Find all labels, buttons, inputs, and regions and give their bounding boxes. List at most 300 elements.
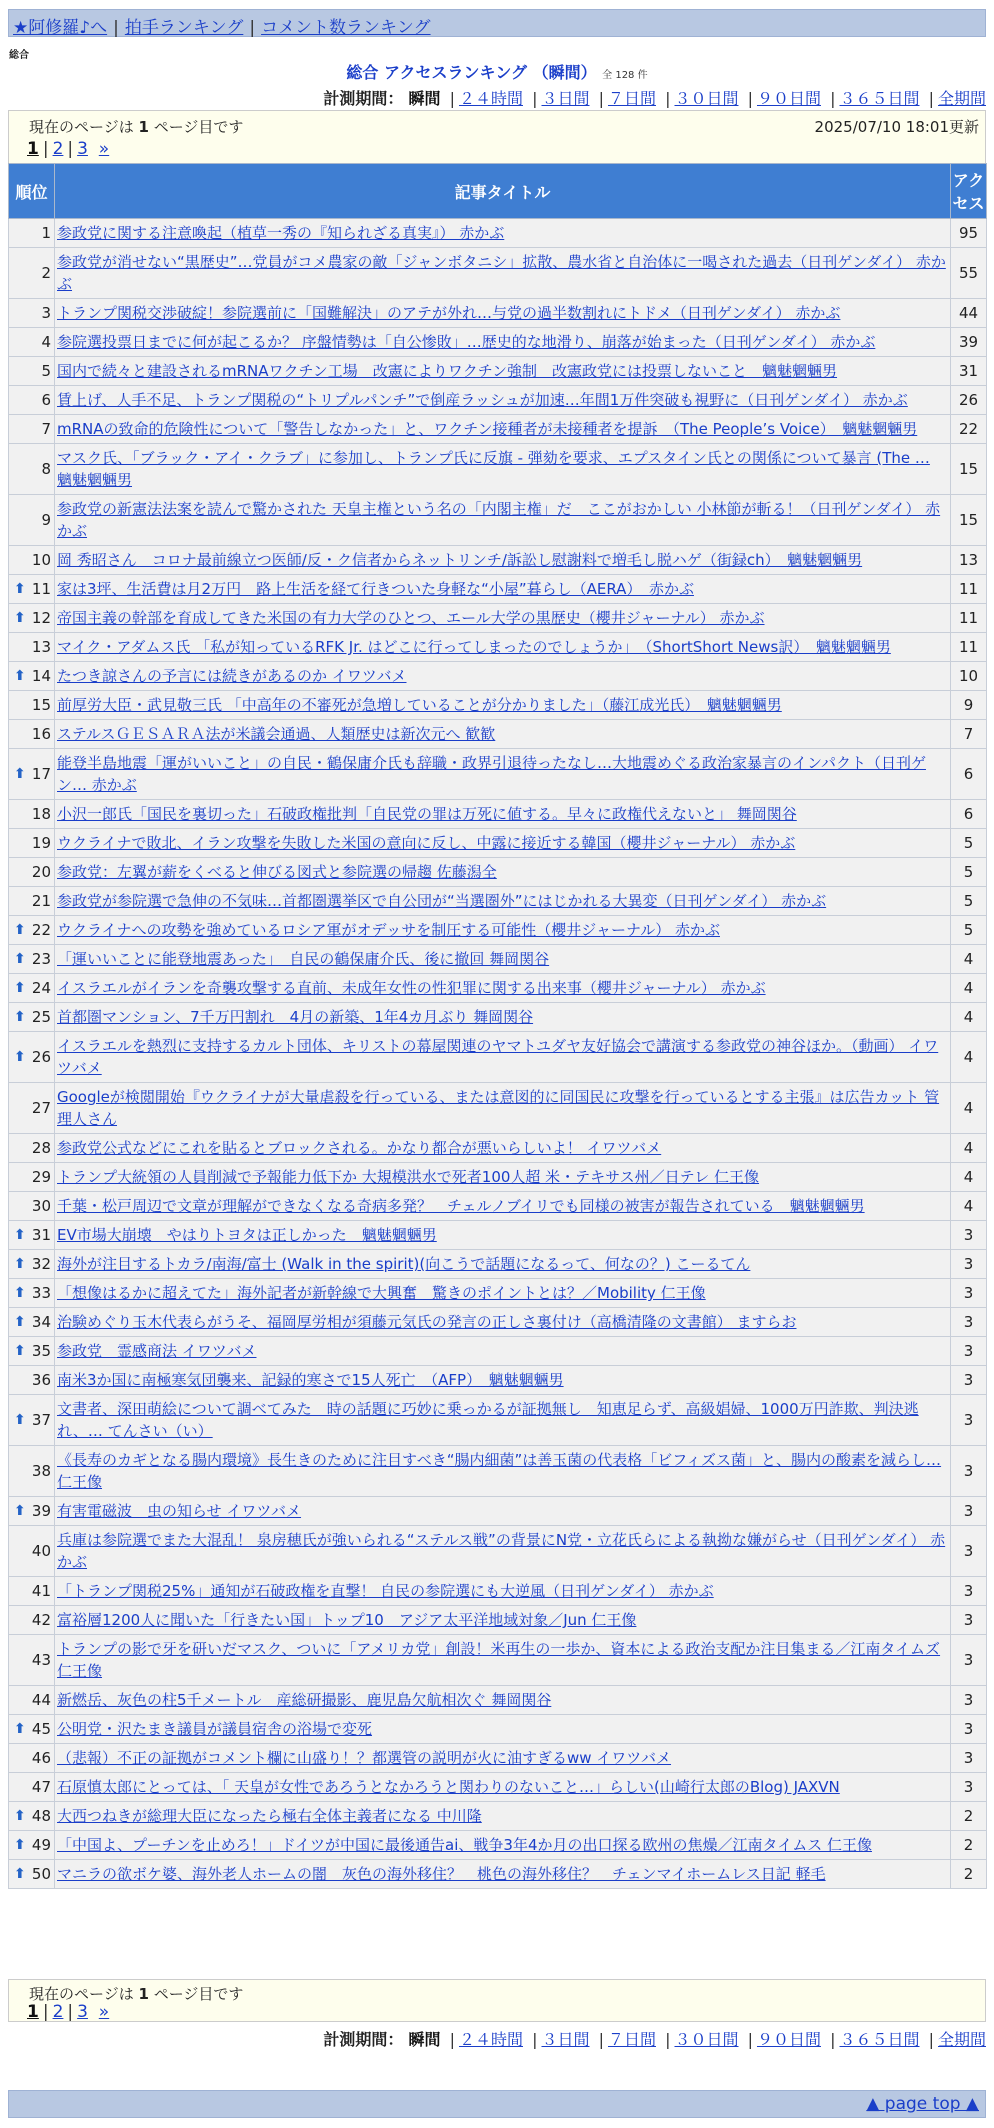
article-link[interactable]: 治験めぐり玉木代表らがうそ、福岡厚労相が須藤元気氏の発言の正しさ裏付け（高橋清隆の文書館） ますらお	[57, 1313, 797, 1331]
rank-up-arrow-icon: ⬆	[14, 1227, 26, 1243]
title-cell	[55, 1003, 951, 1032]
article-link[interactable]: 参政党 霊感商法 イワツバメ	[57, 1342, 257, 1360]
rank-cell	[9, 720, 55, 749]
rank-cell	[9, 1715, 55, 1744]
rank-cell	[9, 1744, 55, 1773]
pager-page-2[interactable]: 2	[52, 139, 64, 159]
article-link[interactable]: 南米3か国に南極寒気団襲来、記録的寒さで15人死亡 （AFP） 魑魅魍魎男	[57, 1371, 564, 1389]
access-count: 3	[951, 1308, 987, 1337]
title-cell	[55, 1860, 951, 1889]
access-count: 3	[951, 1686, 987, 1715]
period-all-link[interactable]: 全期間	[937, 89, 986, 108]
period-selector: 計測期間： 瞬間 | ２４時間 | ３日間 | ７日間 | ３０日間 | ９０日間 | ３６５日間 | 全期間	[323, 89, 986, 108]
pager-current: 1	[27, 139, 39, 159]
title-cell	[55, 1032, 951, 1083]
title-cell	[55, 1250, 951, 1279]
rank-cell	[9, 1606, 55, 1635]
title-cell	[55, 1308, 951, 1337]
table-row	[9, 749, 987, 800]
title-cell	[55, 1526, 951, 1577]
rank-number: 36	[31, 1371, 51, 1389]
article-link[interactable]: mRNAの致命的危険性について「警告しなかった」と、ワクチン接種者が未接種者を提訴 （The People’s Voice） 魑魅魍魎男	[57, 420, 918, 438]
table-row	[9, 1773, 987, 1802]
access-count: 4	[951, 1032, 987, 1083]
title-cell	[55, 1635, 951, 1686]
rank-cell	[9, 386, 55, 415]
title-cell	[55, 575, 951, 604]
rank-cell	[9, 1032, 55, 1083]
period-3d-link[interactable]: ３日間	[541, 89, 590, 108]
rank-number: 7	[41, 420, 51, 438]
access-count: 22	[951, 415, 987, 444]
table-row	[9, 1308, 987, 1337]
page-info-box-bottom	[8, 1979, 986, 2022]
rank-number: 1	[41, 224, 51, 242]
rank-up-arrow-icon: ⬆	[14, 1314, 26, 1330]
table-row	[9, 720, 987, 749]
access-count: 2	[951, 1802, 987, 1831]
article-link[interactable]: 賃上げ、人手不足、トランプ関税の“トリプルパンチ”で倒産ラッシュが加速…年間1万件突破も視野に（日刊ゲンダイ） 赤かぶ	[57, 391, 908, 409]
period-current: 瞬間	[408, 2030, 441, 2049]
rank-number: 21	[31, 892, 51, 910]
table-row	[9, 1366, 987, 1395]
pager-page-2[interactable]: 2	[52, 2002, 64, 2022]
rank-number: 19	[31, 834, 51, 852]
access-count: 44	[951, 299, 987, 328]
title-cell	[55, 1163, 951, 1192]
rank-up-arrow-icon: ⬆	[14, 951, 26, 967]
table-row	[9, 633, 987, 662]
rank-number: 37	[31, 1411, 51, 1429]
rank-number: 27	[31, 1099, 51, 1117]
article-link[interactable]: 能登半島地震「運がいいこと」の自民・鶴保庸介氏も辞職・政界引退待ったなし…大地震めぐる政治家暴言のインパクト（日刊ゲン… 赤かぶ	[57, 754, 926, 794]
rank-cell	[9, 887, 55, 916]
table-row	[9, 357, 987, 386]
article-link[interactable]: マスク氏、「ブラック・アイ・クラブ」に参加し、トランプ氏に反旗 - 弾劾を要求、エプスタイン氏との関係について暴言 (The … 魑魅魍魎男	[57, 449, 930, 489]
article-link[interactable]: EV市場大崩壊 やはりトヨタは正しかった 魑魅魍魎男	[57, 1226, 437, 1244]
rank-up-arrow-icon: ⬆	[14, 922, 26, 938]
article-link[interactable]: 参政党：左翼が薪をくべると伸びる図式と参院選の帰趨 佐藤潟全	[57, 863, 497, 881]
title-cell	[55, 829, 951, 858]
article-link[interactable]: 《長寿のカギとなる腸内環境》長生きのために注目すべき“腸内細菌”は善玉菌の代表格「ビフィズス菌」と、腸内の酸素を減らし… 仁王像	[57, 1451, 942, 1491]
rank-up-arrow-icon: ⬆	[14, 1866, 26, 1882]
rank-cell	[9, 1279, 55, 1308]
rank-up-arrow-icon: ⬆	[14, 1808, 26, 1824]
rank-cell	[9, 1134, 55, 1163]
table-row	[9, 1860, 987, 1889]
article-link[interactable]: 有害電磁波 虫の知らせ イワツバメ	[57, 1502, 302, 1520]
title-cell	[55, 415, 951, 444]
rank-up-arrow-icon: ⬆	[14, 1343, 26, 1359]
access-count: 3	[951, 1577, 987, 1606]
article-link[interactable]: 大西つねきが総理大臣になったら極右全体主義者になる 中川隆	[57, 1807, 482, 1825]
pager-next[interactable]: »	[98, 139, 110, 159]
access-count: 3	[951, 1497, 987, 1526]
article-link[interactable]: イスラエルを熱烈に支持するカルト団体、キリストの幕屋関連のヤマトユダヤ友好協会で講演する参政党の神谷ほか。（動画） イワツバメ	[57, 1037, 939, 1077]
title-cell	[55, 248, 951, 299]
article-link[interactable]: 国内で続々と建設されるmRNAワクチン工場 改憲によりワクチン強制 改憲政党には投票しないこと 魑魅魍魎男	[57, 362, 838, 380]
rank-cell	[9, 749, 55, 800]
current-page-text: 現在のページは 1 ページ目です	[29, 1985, 244, 2003]
period-all-link[interactable]: 全期間	[937, 2030, 986, 2049]
table-row	[9, 1250, 987, 1279]
title-cell	[55, 1395, 951, 1446]
article-link[interactable]: マニラの欲ボケ婆、海外老人ホームの闇 灰色の海外移住？ 桃色の海外移住？ チェンマイホームレス日記 軽毛	[57, 1865, 826, 1883]
article-link[interactable]: たつき諒さんの予言には続きがあるのか イワツバメ	[57, 667, 407, 685]
table-row	[9, 546, 987, 575]
rank-number: 39	[31, 1502, 51, 1520]
period-selector-bottom: 計測期間： 瞬間 | ２４時間 | ３日間 | ７日間 | ３０日間 | ９０日間 | ３６５日間 | 全期間	[323, 2030, 986, 2049]
title-cell	[55, 299, 951, 328]
title-cell	[55, 1083, 951, 1134]
title-cell	[55, 328, 951, 357]
table-row	[9, 945, 987, 974]
rank-number: 9	[41, 511, 51, 529]
rank-cell	[9, 1860, 55, 1889]
rank-header: 順位	[9, 164, 55, 219]
article-link[interactable]: 文書者、深田萌絵について調べてみた 時の話題に巧妙に乗っかるが証拠無し 知恵足らず、高級娼婦、1000万円詐欺、判決逃れ、… てんさい（い）	[57, 1400, 919, 1440]
table-row	[9, 1083, 987, 1134]
title-cell	[55, 858, 951, 887]
title-cell	[55, 1715, 951, 1744]
article-link[interactable]: 「トランプ関税25%」通知が石破政権を直撃！ 自民の参院選にも大逆風（日刊ゲンダイ） 赤かぶ	[57, 1582, 714, 1600]
period-current: 瞬間	[408, 89, 441, 108]
rank-number: 29	[31, 1168, 51, 1186]
table-row	[9, 691, 987, 720]
section-tag: 総合	[9, 50, 29, 61]
rank-number: 12	[31, 609, 51, 627]
title-cell	[55, 1577, 951, 1606]
rank-number: 34	[31, 1313, 51, 1331]
title-cell	[55, 219, 951, 248]
article-link[interactable]: 新燃岳、灰色の柱5千メートル 産総研撮影、鹿児島欠航相次ぐ 舞岡関谷	[57, 1691, 552, 1709]
article-link[interactable]: 海外が注目するトカラ/南海/富士 (Walk in the spirit)(向こうで話題になるって、何なの？) こーるてん	[57, 1255, 751, 1273]
article-link[interactable]: 岡 秀昭さん コロナ最前線立つ医師/反・ク信者からネットリンチ/訴訟し慰謝料で増毛し脱ハゲ（街録ch） 魑魅魍魎男	[57, 551, 863, 569]
table-row	[9, 1831, 987, 1860]
rank-number: 49	[31, 1836, 51, 1854]
period-24h-link[interactable]: ２４時間	[458, 89, 523, 108]
article-link[interactable]: 富裕層1200人に聞いた「行きたい国」トップ10 アジア太平洋地域対象／Jun 仁王像	[57, 1611, 637, 1629]
article-link[interactable]: Googleが検閲開始『ウクライナが大量虐殺を行っている、または意図的に同国民に攻撃を行っているとする主張』は広告カット 管理人さん	[57, 1088, 940, 1128]
rank-number: 33	[31, 1284, 51, 1302]
title-cell	[55, 1802, 951, 1831]
rank-number: 42	[31, 1611, 51, 1629]
rank-cell	[9, 1337, 55, 1366]
table-row	[9, 1526, 987, 1577]
rank-number: 5	[41, 362, 51, 380]
rank-up-arrow-icon: ⬆	[14, 1412, 26, 1428]
pager: 1 | 2 | 3 »	[27, 139, 110, 159]
rank-number: 16	[31, 725, 51, 743]
table-row	[9, 1802, 987, 1831]
article-link[interactable]: 小沢一郎氏「国民を裏切った」石破政権批判「自民党の罪は万死に値する。早々に政権代えないと」 舞岡関谷	[57, 805, 797, 823]
pager-bottom: 1 | 2 | 3 »	[27, 2002, 110, 2022]
rank-cell	[9, 1366, 55, 1395]
table-row	[9, 800, 987, 829]
title-cell	[55, 800, 951, 829]
table-row	[9, 328, 987, 357]
pager-page-3[interactable]: 3	[77, 139, 88, 159]
table-row	[9, 916, 987, 945]
rank-cell	[9, 974, 55, 1003]
access-count: 4	[951, 1192, 987, 1221]
article-link[interactable]: 公明党・沢たまき議員が議員宿舎の浴場で変死	[57, 1720, 373, 1738]
access-count: 15	[951, 444, 987, 495]
rank-number: 45	[31, 1720, 51, 1738]
table-row	[9, 604, 987, 633]
rank-cell	[9, 1635, 55, 1686]
access-count: 4	[951, 945, 987, 974]
rank-number: 32	[31, 1255, 51, 1273]
article-link[interactable]: 前厚労大臣・武見敬三氏 「中高年の不審死が急増していることが分かりました」（藤江成光氏） 魑魅魍魎男	[57, 696, 782, 714]
article-link[interactable]: トランプ大統領の人員削減で予報能力低下か 大規模洪水で死者100人超 米・テキサス州／日テレ 仁王像	[57, 1168, 760, 1186]
rank-cell	[9, 495, 55, 546]
comment-ranking-link[interactable]: コメント数ランキング	[261, 18, 431, 38]
rank-cell	[9, 662, 55, 691]
title-cell	[55, 633, 951, 662]
access-count: 5	[951, 916, 987, 945]
rank-number: 6	[41, 391, 51, 409]
title-cell	[55, 749, 951, 800]
article-link[interactable]: 千葉・松戸周辺で文章が理解ができなくなる奇病多発？ チェルノブイリでも同様の被害が報告されている 魑魅魍魎男	[57, 1197, 865, 1215]
rank-cell	[9, 299, 55, 328]
rank-number: 23	[31, 950, 51, 968]
period-90d-link[interactable]: ９０日間	[756, 89, 821, 108]
title-cell	[55, 1606, 951, 1635]
access-count: 3	[951, 1526, 987, 1577]
title-cell	[55, 546, 951, 575]
rank-cell	[9, 1526, 55, 1577]
rank-cell	[9, 444, 55, 495]
rank-cell	[9, 1577, 55, 1606]
rank-cell	[9, 248, 55, 299]
period-365d-link[interactable]: ３６５日間	[839, 2030, 920, 2049]
access-count: 3	[951, 1773, 987, 1802]
article-link[interactable]: 参政党が消せない“黒歴史”…党員がコメ農家の敵「ジャンボタニシ」拡散、農水省と自治体に一喝された過去（日刊ゲンダイ） 赤かぶ	[57, 253, 946, 293]
article-link[interactable]: 参政党が参院選で急伸の不気味…首都圏選挙区で自公団が“当選圏外”にはじかれる大異変（日刊ゲンダイ） 赤かぶ	[57, 892, 827, 910]
rank-cell	[9, 546, 55, 575]
table-row	[9, 386, 987, 415]
access-count: 6	[951, 800, 987, 829]
current-page-text: 現在のページは 1 ページ目です	[29, 118, 244, 136]
rank-cell	[9, 219, 55, 248]
table-row	[9, 1497, 987, 1526]
applause-ranking-link[interactable]: 拍手ランキング	[124, 18, 244, 38]
article-link[interactable]: 「中国よ、プーチンを止めろ！」ドイツが中国に最後通告ai、戦争3年4か月の出口探る欧州の焦燥／江南タイムス 仁王像	[57, 1836, 872, 1854]
rank-up-arrow-icon: ⬆	[14, 1256, 26, 1272]
table-row	[9, 829, 987, 858]
table-row	[9, 1279, 987, 1308]
access-count: 3	[951, 1744, 987, 1773]
rank-cell	[9, 1192, 55, 1221]
rank-number: 17	[31, 765, 51, 783]
rank-up-arrow-icon: ⬆	[14, 668, 26, 684]
rank-cell	[9, 1446, 55, 1497]
title-header: 記事タイトル	[55, 164, 951, 219]
article-link[interactable]: 「運いいことに能登地震あった」 自民の鶴保庸介氏、後に撤回 舞岡関谷	[57, 950, 550, 968]
rank-cell	[9, 1163, 55, 1192]
rank-cell	[9, 691, 55, 720]
pager-current: 1	[27, 2002, 39, 2022]
access-count: 4	[951, 1003, 987, 1032]
period-7d-link[interactable]: ７日間	[607, 2030, 656, 2049]
period-90d-link[interactable]: ９０日間	[756, 2030, 821, 2049]
article-link[interactable]: ウクライナで敗北、イラン攻撃を失敗した米国の意向に反し、中露に接近する韓国（櫻井ジャーナル） 赤かぶ	[57, 834, 796, 852]
rank-cell	[9, 1221, 55, 1250]
access-count: 3	[951, 1337, 987, 1366]
ranking-table	[8, 163, 987, 1889]
article-link[interactable]: 「想像はるかに超えてた」海外記者が新幹線で大興奮 驚きのポイントとは？／Mobility 仁王像	[57, 1284, 706, 1302]
article-link[interactable]: （悲報）不正の証拠がコメント欄に山盛り！？都選管の説明が火に油すぎるww イワツバメ	[57, 1749, 672, 1767]
rank-number: 50	[31, 1865, 51, 1883]
article-link[interactable]: 参政党公式などにこれを貼るとブロックされる。かなり都合が悪いらしいよ！ イワツバメ	[57, 1139, 662, 1157]
title-cell	[55, 386, 951, 415]
article-link[interactable]: 参政党の新憲法法案を読んで驚かされた 天皇主権という名の「内閣主権」だ ここがおかしい 小林節が斬る！（日刊ゲンダイ） 赤かぶ	[57, 500, 941, 540]
title-cell	[55, 495, 951, 546]
access-count: 3	[951, 1635, 987, 1686]
page-top-link[interactable]: ▲ page top ▲	[866, 2094, 979, 2114]
table-row	[9, 858, 987, 887]
title-cell	[55, 1744, 951, 1773]
pager-next[interactable]: »	[98, 2002, 110, 2022]
table-row	[9, 444, 987, 495]
article-link[interactable]: マイク・アダムス氏 「私が知っているRFK Jr. はどこに行ってしまったのでしょうか」 （ShortShort News訳） 魑魅魍魎男	[57, 638, 891, 656]
table-row	[9, 1635, 987, 1686]
access-count: 4	[951, 1083, 987, 1134]
rank-number: 26	[31, 1048, 51, 1066]
access-count: 11	[951, 633, 987, 662]
article-link[interactable]: 石原慎太郎にとっては、「 天皇が女性であろうとなかろうと関わりのないこと…」らしい(山崎行太郎のBlog) JAXVN	[57, 1778, 840, 1796]
rank-cell	[9, 1308, 55, 1337]
rank-number: 14	[31, 667, 51, 685]
rank-number: 38	[31, 1462, 51, 1480]
access-count: 3	[951, 1715, 987, 1744]
access-count: 13	[951, 546, 987, 575]
article-link[interactable]: ウクライナへの攻勢を強めているロシア軍がオデッサを制圧する可能性（櫻井ジャーナル） 赤かぶ	[57, 921, 720, 939]
table-row	[9, 495, 987, 546]
access-count: 2	[951, 1831, 987, 1860]
rank-cell	[9, 1250, 55, 1279]
rank-number: 30	[31, 1197, 51, 1215]
table-row	[9, 1032, 987, 1083]
rank-number: 31	[31, 1226, 51, 1244]
period-7d-link[interactable]: ７日間	[607, 89, 656, 108]
rank-cell	[9, 1395, 55, 1446]
rank-up-arrow-icon: ⬆	[14, 1049, 26, 1065]
rank-cell	[9, 1003, 55, 1032]
rank-up-arrow-icon: ⬆	[14, 581, 26, 597]
access-count: 10	[951, 662, 987, 691]
article-link[interactable]: 参政党に関する注意喚起（植草一秀の『知られざる真実』） 赤かぶ	[57, 224, 505, 242]
table-row	[9, 1446, 987, 1497]
table-row	[9, 662, 987, 691]
article-link[interactable]: イスラエルがイランを奇襲攻撃する直前、未成年女性の性犯罪に関する出来事（櫻井ジャーナル） 赤かぶ	[57, 979, 766, 997]
article-link[interactable]: 帝国主義の幹部を育成してきた米国の有力大学のひとつ、エール大学の黒歴史（櫻井ジャーナル） 赤かぶ	[57, 609, 765, 627]
access-count: 6	[951, 749, 987, 800]
table-row	[9, 1134, 987, 1163]
period-30d-link[interactable]: ３０日間	[674, 2030, 739, 2049]
rank-cell	[9, 916, 55, 945]
access-count: 95	[951, 219, 987, 248]
title-cell	[55, 691, 951, 720]
article-link[interactable]: トランプ関税交渉破綻！参院選前に「国難解決」のアテが外れ…与党の過半数割れにトドメ（日刊ゲンダイ） 赤かぶ	[57, 304, 841, 322]
table-row	[9, 219, 987, 248]
rank-cell	[9, 1773, 55, 1802]
rank-up-arrow-icon: ⬆	[14, 1503, 26, 1519]
rank-cell	[9, 1497, 55, 1526]
rank-number: 44	[31, 1691, 51, 1709]
pager-page-3[interactable]: 3	[77, 2002, 88, 2022]
asyura-home-link[interactable]: ★阿修羅♪へ	[13, 18, 108, 38]
title-cell	[55, 916, 951, 945]
table-row	[9, 1395, 987, 1446]
rank-cell	[9, 575, 55, 604]
rank-number: 40	[31, 1542, 51, 1560]
table-row	[9, 1003, 987, 1032]
rank-number: 25	[31, 1008, 51, 1026]
table-row	[9, 1577, 987, 1606]
title-cell	[55, 945, 951, 974]
rank-number: 2	[41, 264, 51, 282]
table-row	[9, 1192, 987, 1221]
period-30d-link[interactable]: ３０日間	[674, 89, 739, 108]
title-cell	[55, 357, 951, 386]
title-cell	[55, 1831, 951, 1860]
access-count: 26	[951, 386, 987, 415]
period-24h-link[interactable]: ２４時間	[458, 2030, 523, 2049]
title-cell	[55, 604, 951, 633]
rank-number: 48	[31, 1807, 51, 1825]
access-count: 9	[951, 691, 987, 720]
article-link[interactable]: 首都圏マンション、7千万円割れ 4月の新築、1年4カ月ぶり 舞岡関谷	[57, 1008, 534, 1026]
rank-number: 13	[31, 638, 51, 656]
rank-cell	[9, 357, 55, 386]
article-link[interactable]: 参院選投票日までに何が起こるか？ 序盤情勢は「自公惨敗」…歴史的な地滑り、崩落が始まった（日刊ゲンダイ） 赤かぶ	[57, 333, 876, 351]
article-link[interactable]: トランプの影で牙を研いだマスク、ついに「アメリカ党」創設！米再生の一歩か、資本による政治支配か注目集まる／江南タイムズ 仁王像	[57, 1640, 941, 1680]
rank-number: 24	[31, 979, 51, 997]
rank-cell	[9, 415, 55, 444]
article-link[interactable]: ステルスＧＥＳＡＲＡ法が米議会通過、人類歴史は新次元へ 歓歓	[57, 725, 496, 743]
rank-up-arrow-icon: ⬆	[14, 980, 26, 996]
article-link[interactable]: 家は3坪、生活費は月2万円 路上生活を経て行きついた身軽な“小屋”暮らし（AERA） 赤かぶ	[57, 580, 694, 598]
article-link[interactable]: 兵庫は参院選でまた大混乱！ 泉房穂氏が強いられる“ステルス戦”の背景にN党・立花氏らによる執拗な嫌がらせ（日刊ゲンダイ） 赤かぶ	[57, 1531, 946, 1571]
access-count: 7	[951, 720, 987, 749]
rank-number: 47	[31, 1778, 51, 1796]
rank-number: 11	[31, 580, 51, 598]
table-row	[9, 1686, 987, 1715]
rank-up-arrow-icon: ⬆	[14, 610, 26, 626]
period-365d-link[interactable]: ３６５日間	[839, 89, 920, 108]
rank-up-arrow-icon: ⬆	[14, 1721, 26, 1737]
access-count: 4	[951, 1134, 987, 1163]
rank-number: 43	[31, 1651, 51, 1669]
access-count: 5	[951, 858, 987, 887]
period-3d-link[interactable]: ３日間	[541, 2030, 590, 2049]
table-row	[9, 1715, 987, 1744]
access-count: 31	[951, 357, 987, 386]
title-cell	[55, 974, 951, 1003]
access-count: 55	[951, 248, 987, 299]
table-row	[9, 299, 987, 328]
divider: |	[249, 18, 256, 38]
table-row	[9, 1337, 987, 1366]
page-info-box	[8, 110, 986, 164]
rank-up-arrow-icon: ⬆	[14, 1009, 26, 1025]
access-count: 5	[951, 887, 987, 916]
title-cell	[55, 720, 951, 749]
access-count: 3	[951, 1606, 987, 1635]
rank-up-arrow-icon: ⬆	[14, 766, 26, 782]
